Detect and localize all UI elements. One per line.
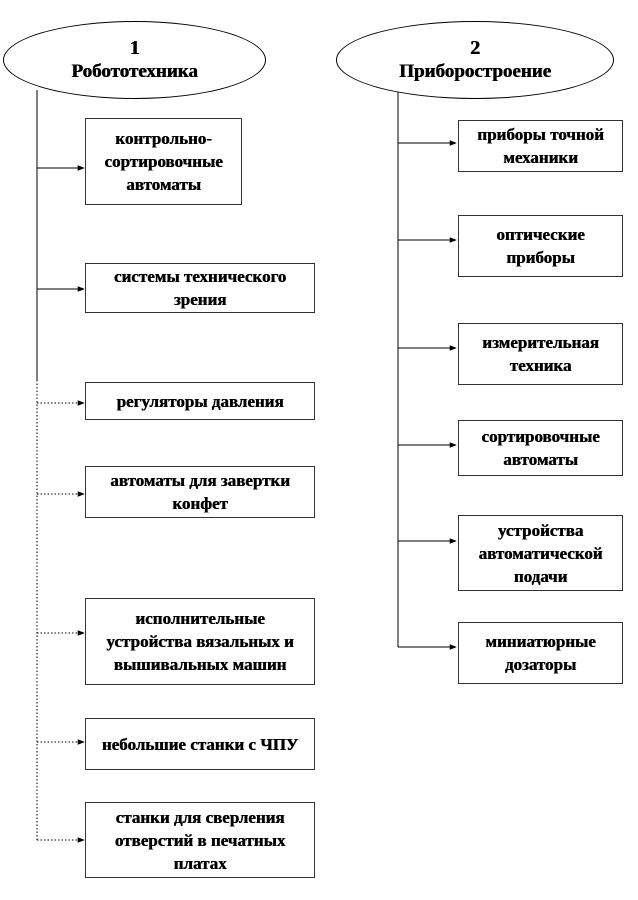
instrument-item-4: сортировочные автоматы bbox=[458, 420, 623, 476]
instrument-item-1: приборы точной механики bbox=[458, 120, 623, 172]
instrument-item-6: миниатюрные дозаторы bbox=[458, 622, 623, 684]
category-title: Робототехника bbox=[71, 61, 198, 82]
robotics-item-4: автоматы для завертки конфет bbox=[85, 466, 315, 518]
robotics-item-1: контрольно-сортировочные автоматы bbox=[85, 118, 242, 205]
category-robotics bbox=[3, 21, 266, 99]
instrument-item-3: измерительная техника bbox=[458, 323, 623, 385]
category-number: 2 bbox=[470, 37, 480, 59]
instrument-item-2: оптические приборы bbox=[458, 215, 623, 277]
robotics-item-7: станки для сверления отверстий в печатных платах bbox=[85, 802, 315, 878]
robotics-item-6: небольшие станки с ЧПУ bbox=[85, 718, 315, 770]
instrument-item-5: устройства автоматической подачи bbox=[458, 515, 623, 591]
robotics-item-3: регуляторы давления bbox=[85, 382, 315, 420]
robotics-item-5: исполнительные устройства вязальных и вышивальных машин bbox=[85, 598, 315, 685]
category-instrument-making bbox=[336, 21, 614, 99]
category-number: 1 bbox=[129, 37, 140, 59]
robotics-item-2: системы технического зрения bbox=[85, 263, 315, 313]
category-title: Приборостроение bbox=[399, 61, 551, 82]
